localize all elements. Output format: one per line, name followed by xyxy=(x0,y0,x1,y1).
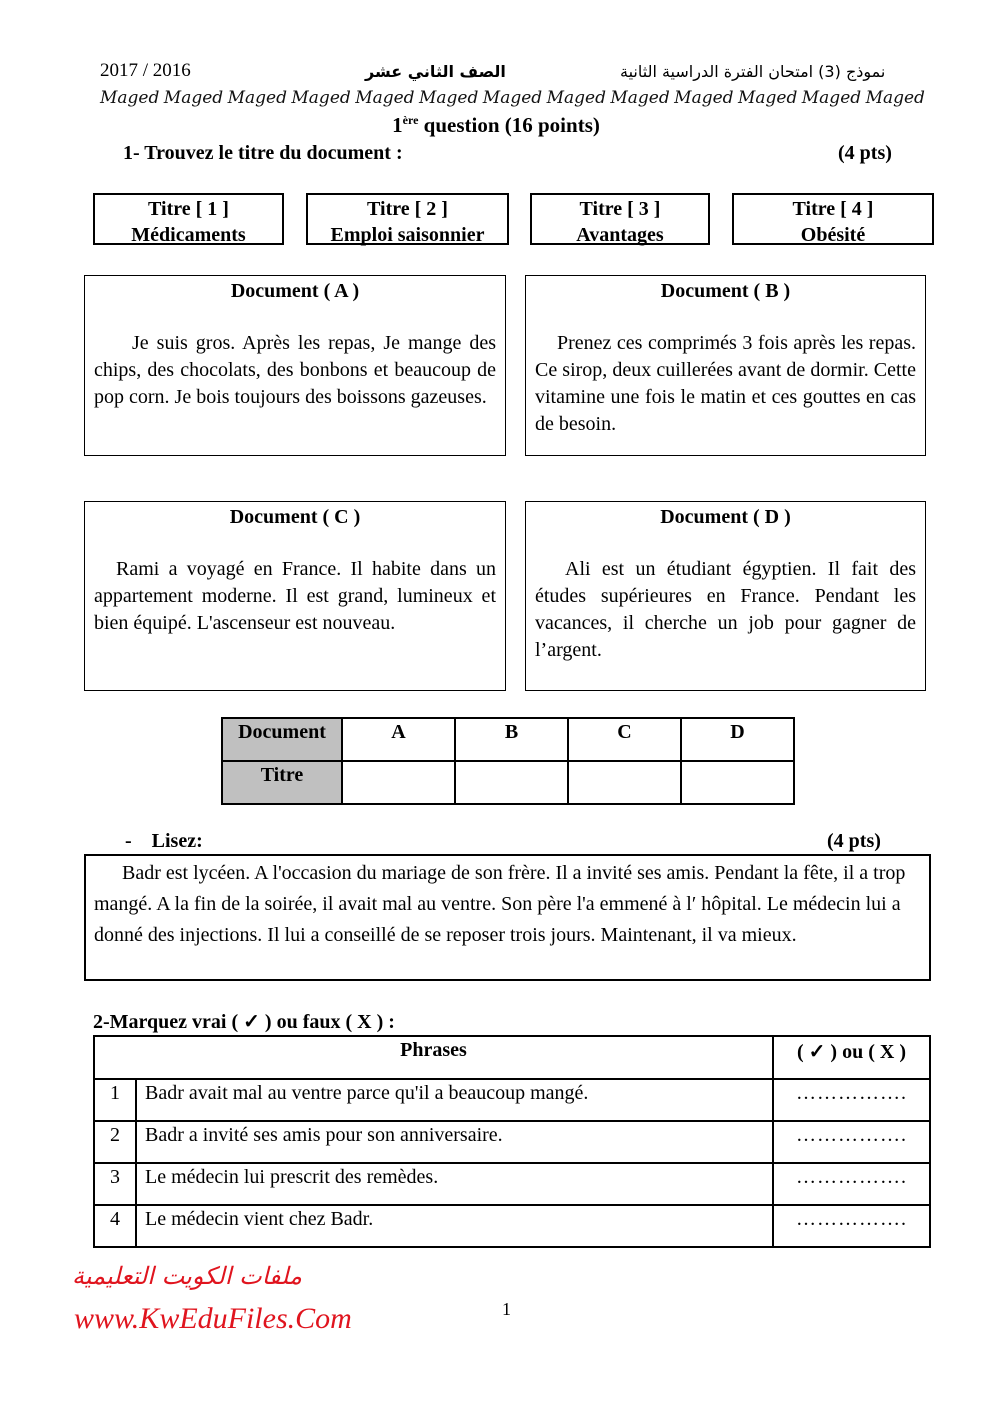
watermark: Maged xyxy=(865,88,925,108)
document-b: Document ( B ) Prenez ces comprimés 3 fois après les repas. Ce sirop, deux cuillerées avant de dormir. Cette vitamine une fois le matin et ces gouttes en cas de besoin. xyxy=(525,275,926,456)
watermark: Maged xyxy=(291,88,351,108)
phrase-text: Le médecin lui prescrit des remèdes. xyxy=(136,1163,773,1205)
answer-cell-d[interactable] xyxy=(681,761,794,804)
phrase-text: Badr avait mal au ventre parce qu'il a beaucoup mangé. xyxy=(136,1079,773,1121)
title-option-4: Titre [ 4 ] Obésité xyxy=(732,193,934,245)
table-row xyxy=(94,1163,930,1205)
column-a: A xyxy=(342,718,455,761)
watermark: Maged xyxy=(418,88,479,108)
watermark: Maged xyxy=(355,88,415,108)
answer-cell-c[interactable] xyxy=(568,761,681,804)
document-a: Document ( A ) Je suis gros. Après les repas, Je mange des chips, des chocolats, des bonbons et beaucoup de pop corn. Je bois toujours des boissons gazeuses. xyxy=(84,275,506,456)
watermark: Maged xyxy=(674,88,734,108)
part1-instruction: 1- Trouvez le titre du document : xyxy=(123,142,403,164)
document-c: Document ( C ) Rami a voyagé en France. Il habite dans un appartement moderne. Il est grand, lumineux et bien équipé. L'ascenseur est nouveau. xyxy=(84,501,506,691)
phrase-text: Badr a invité ses amis pour son anniversaire. xyxy=(136,1121,773,1163)
answer-field[interactable]: ……………. xyxy=(773,1205,930,1247)
reading-passage: Badr est lycéen. A l'occasion du mariage de son frère. Il a invité ses amis. Pendant la fête, il a trop mangé. A la fin de la soirée, il avait mal au ventre. Son père l'a emmené à l′ hôpital. Le médecin lui a donné des injections. Il lui a conseillé de se reposer trois jours. Maintenant, il va mieux. xyxy=(84,854,931,981)
answer-field[interactable]: ……………. xyxy=(773,1079,930,1121)
column-b: B xyxy=(455,718,568,761)
page-number: 1 xyxy=(502,1299,511,1319)
reading-points: (4 pts) xyxy=(827,830,881,852)
answer-cell-b[interactable] xyxy=(455,761,568,804)
table-row xyxy=(94,1205,930,1247)
table-header-row xyxy=(94,1036,930,1079)
matching-table xyxy=(221,717,795,805)
title-option-2: Titre [ 2 ] Emploi saisonnier xyxy=(306,193,509,245)
column-c: C xyxy=(568,718,681,761)
watermark: Maged xyxy=(546,88,606,108)
watermark: Maged xyxy=(482,88,543,108)
header-answer: ( ✓ ) ou ( X ) xyxy=(773,1036,930,1079)
row-number: 3 xyxy=(94,1163,136,1205)
title-option-1: Titre [ 1 ] Médicaments xyxy=(93,193,284,245)
exam-label: نموذج (3) امتحان الفترة الدراسية الثانية xyxy=(620,62,886,81)
row-header-document: Document xyxy=(222,718,342,761)
watermark-row xyxy=(100,88,925,108)
grade-label: الصف الثاني عشر xyxy=(365,62,506,81)
part2-instruction: 2-Marquez vrai ( ✓ ) ou faux ( X ) : xyxy=(93,1011,395,1033)
watermark: Maged xyxy=(610,88,670,108)
document-d: Document ( D ) Ali est un étudiant égyptien. Il fait des études supérieures en France. Pendant les vacances, il cherche un job pour gagner de l’argent. xyxy=(525,501,926,691)
school-year: 2017 / 2016 xyxy=(100,60,191,81)
watermark: Maged xyxy=(737,88,798,108)
watermark: Maged xyxy=(100,88,160,108)
row-number: 4 xyxy=(94,1205,136,1247)
table-row xyxy=(94,1079,930,1121)
answer-cell-a[interactable] xyxy=(342,761,455,804)
answer-field[interactable]: ……………. xyxy=(773,1163,930,1205)
reading-label: - Lisez: xyxy=(125,830,203,852)
watermark: Maged xyxy=(227,88,287,108)
answer-field[interactable]: ……………. xyxy=(773,1121,930,1163)
title-option-3: Titre [ 3 ] Avantages xyxy=(530,193,710,245)
row-header-titre: Titre xyxy=(222,761,342,804)
column-d: D xyxy=(681,718,794,761)
true-false-table xyxy=(93,1035,931,1248)
watermark: Maged xyxy=(163,88,224,108)
table-row xyxy=(94,1121,930,1163)
table-row xyxy=(222,761,794,804)
site-name-arabic: ملفات الكويت التعليمية xyxy=(72,1262,302,1290)
row-number: 2 xyxy=(94,1121,136,1163)
watermark: Maged xyxy=(801,88,862,108)
header-phrases: Phrases xyxy=(94,1036,773,1079)
question-title: 1ère question (16 points) xyxy=(392,113,600,137)
site-url-link[interactable]: www.KwEduFiles.Com xyxy=(74,1302,352,1335)
part1-points: (4 pts) xyxy=(838,142,892,164)
table-row xyxy=(222,718,794,761)
row-number: 1 xyxy=(94,1079,136,1121)
phrase-text: Le médecin vient chez Badr. xyxy=(136,1205,773,1247)
